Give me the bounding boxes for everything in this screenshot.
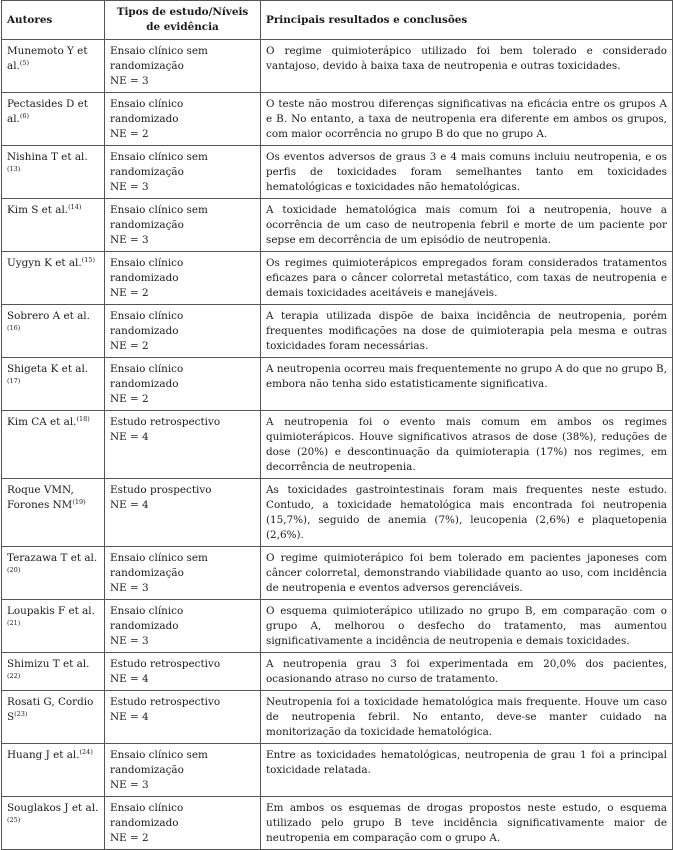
result-cell: O teste não mostrou diferenças significativas na eficácia entre os grupos A e B. No entanto, a taxa de neutropenia era diferente em ambos os grupos, com maior ocorrência no grupo B do que no grupo A. [261,93,673,146]
study-type: Estudo retrospectivo [110,658,221,670]
study-type-cell [105,305,261,358]
result-cell: A neutropenia ocorreu mais frequentemente no grupo A do que no grupo B, embora não tenha sido estatisticamente significativa. [261,358,673,411]
author-cell [2,653,105,691]
table-row [2,252,673,305]
author-cell [2,358,105,411]
author-name: Huang J et al. [7,749,80,761]
table-row [2,411,673,479]
table-row [2,93,673,146]
study-type: Ensaio clínico sem randomização [110,204,208,231]
reference-number: (5) [19,59,30,67]
author-cell [2,146,105,199]
evidence-level: NE = 3 [110,234,149,246]
reference-number: (15) [81,256,96,264]
evidence-level: NE = 4 [110,431,149,443]
study-type: Estudo prospectivo [110,484,212,496]
author-name: Terazawa T et al. [7,552,98,564]
study-type: Ensaio clínico sem randomização [110,151,208,178]
reference-number: (16) [7,324,21,332]
header-study-type: Tipos de estudo/Níveis de evidência [105,1,261,40]
study-type-cell [105,600,261,653]
author-name: Kim CA et al. [7,416,77,428]
result-cell: A neutropenia foi o evento mais comum em ambos os regimes quimioterápicos. Houve significativos atrasos de dose (38%), reduções de dose (20%) e descontinuação da quimioterapia (17%) nos regimes, em decorrência de neutropenia. [261,411,673,479]
author-name: Roque VMN, Forones NM [7,484,74,511]
study-type: Ensaio clínico randomizado [110,257,184,284]
evidence-level: NE = 4 [110,499,149,511]
author-cell [2,252,105,305]
reference-number: (14) [68,203,82,211]
table-row [2,40,673,93]
study-type-cell [105,653,261,691]
study-type-cell [105,93,261,146]
author-cell [2,411,105,479]
evidence-level: NE = 3 [110,779,149,791]
evidence-level: NE = 2 [110,832,149,844]
table-row [2,600,673,653]
study-type-cell [105,797,261,850]
author-name: Loupakis F et al. [7,605,95,617]
author-cell [2,600,105,653]
evidence-level: NE = 3 [110,181,149,193]
study-type: Ensaio clínico sem randomização [110,45,208,72]
author-name: Pectasides D et al. [7,98,88,125]
reference-number: (24) [79,748,93,756]
result-cell: Neutropenia foi a toxicidade hematológica mais frequente. Houve um caso de neutropenia febril. No entanto, deve-se manter cuidado na monitorização da toxicidade hematológica. [261,691,673,744]
reference-number: (17) [7,377,21,385]
author-name: Uygyn K et al. [7,257,82,269]
author-cell [2,547,105,600]
study-type-cell [105,252,261,305]
table-row [2,653,673,691]
study-type-cell [105,479,261,547]
study-type-cell [105,199,261,252]
author-cell [2,305,105,358]
author-cell [2,199,105,252]
table-row [2,305,673,358]
evidence-level: NE = 2 [110,128,149,140]
study-type: Ensaio clínico randomizado [110,802,184,829]
study-type: Ensaio clínico randomizado [110,605,184,632]
author-name: Munemoto Y et al. [7,45,88,72]
evidence-level: NE = 3 [110,635,149,647]
table-row [2,691,673,744]
result-cell: A terapia utilizada dispõe de baixa incidência de neutropenia, porém frequentes modificações na dose de quimioterapia pela mesma e outras toxicidades foram necessárias. [261,305,673,358]
author-name: Shigeta K et al. [7,363,89,375]
author-cell [2,691,105,744]
result-cell: O regime quimioterápico utilizado foi bem tolerado e considerado vantajoso, devido à baixa taxa de neutropenia e outras toxicidades. [261,40,673,93]
reference-number: (23) [14,710,28,718]
reference-number: (22) [7,672,21,680]
result-cell: As toxicidades gastrointestinais foram mais frequentes neste estudo. Contudo, a toxicidade hematológica mais encontrada foi neutropenia (15,7%), seguido de anemia (7%), leucopenia (2,6%) e plaquetopenia (2,6%). [261,479,673,547]
author-cell [2,40,105,93]
study-type-cell [105,547,261,600]
study-type-cell [105,146,261,199]
table-row [2,146,673,199]
table-row [2,744,673,797]
reference-number: (18) [76,415,90,423]
result-cell: Os regimes quimioterápicos empregados foram considerados tratamentos eficazes para o câncer colorretal metastático, com taxas de neutropenia e demais toxicidades aceitáveis e manejáveis. [261,252,673,305]
author-cell [2,93,105,146]
reference-number: (25) [7,816,21,824]
reference-number: (21) [7,619,21,627]
study-type: Ensaio clínico sem randomização [110,552,208,579]
table-body [2,40,673,850]
study-type-cell [105,40,261,93]
reference-number: (6) [19,112,30,120]
study-type: Ensaio clínico randomizado [110,310,184,337]
study-type-cell [105,411,261,479]
evidence-level: NE = 3 [110,75,149,87]
author-name: Rosati G, Cordio S [7,696,94,723]
table-row [2,547,673,600]
author-name: Souglakos J et al. [7,802,99,814]
study-type-cell [105,358,261,411]
study-type-cell [105,744,261,797]
evidence-level: NE = 4 [110,711,149,723]
author-name: Kim S et al. [7,204,69,216]
table-row [2,358,673,411]
header-results: Principais resultados e conclusões [261,1,673,40]
table-header-row [2,1,673,40]
author-cell [2,797,105,850]
evidence-level: NE = 3 [110,582,149,594]
study-type: Estudo retrospectivo [110,696,221,708]
table-row [2,199,673,252]
study-type-cell [105,691,261,744]
reference-number: (13) [7,165,21,173]
evidence-level: NE = 4 [110,673,149,685]
author-name: Shimizu T et al. [7,658,90,670]
table-row [2,797,673,850]
author-name: Nishina T et al. [7,151,88,163]
study-type: Ensaio clínico randomizado [110,363,184,390]
study-type: Ensaio clínico randomizado [110,98,184,125]
result-cell: Em ambos os esquemas de drogas propostos neste estudo, o esquema utilizado pelo grupo B teve incidência significativamente maior de neutropenia em comparação com o grupo A. [261,797,673,850]
results-table [1,0,673,850]
result-cell: O esquema quimioterápico utilizado no grupo B, em comparação com o grupo A, melhorou o desfecho do tratamento, mas aumentou significativamente a incidência de neutropenia e demais toxicidades. [261,600,673,653]
author-name: Sobrero A et al. [7,310,90,322]
evidence-level: NE = 2 [110,340,149,352]
evidence-level: NE = 2 [110,393,149,405]
table-row [2,479,673,547]
result-cell: Entre as toxicidades hematológicas, neutropenia de grau 1 foi a principal toxicidade relatada. [261,744,673,797]
result-cell: O regime quimioterápico foi bem tolerado em pacientes japoneses com câncer colorretal, demonstrando viabilidade quanto ao uso, com incidência de neutropenia e eventos adversos gerenciáveis. [261,547,673,600]
reference-number: (20) [7,566,21,574]
result-cell: Os eventos adversos de graus 3 e 4 mais comuns incluiu neutropenia, e os perfis de toxicidades foram semelhantes tanto em toxicidades hematológicas e toxicidades não hematológicas. [261,146,673,199]
study-type: Ensaio clínico sem randomização [110,749,208,776]
header-authors: Autores [2,1,105,40]
result-cell: A neutropenia grau 3 foi experimentada em 20,0% dos pacientes, ocasionando atraso no curso de tratamento. [261,653,673,691]
author-cell [2,744,105,797]
reference-number: (19) [72,498,86,506]
result-cell: A toxicidade hematológica mais comum foi a neutropenia, houve a ocorrência de um caso de neutropenia febril e morte de um paciente por sepse em decorrência de um episódio de neutropenia. [261,199,673,252]
study-type: Estudo retrospectivo [110,416,221,428]
author-cell [2,479,105,547]
evidence-level: NE = 2 [110,287,149,299]
